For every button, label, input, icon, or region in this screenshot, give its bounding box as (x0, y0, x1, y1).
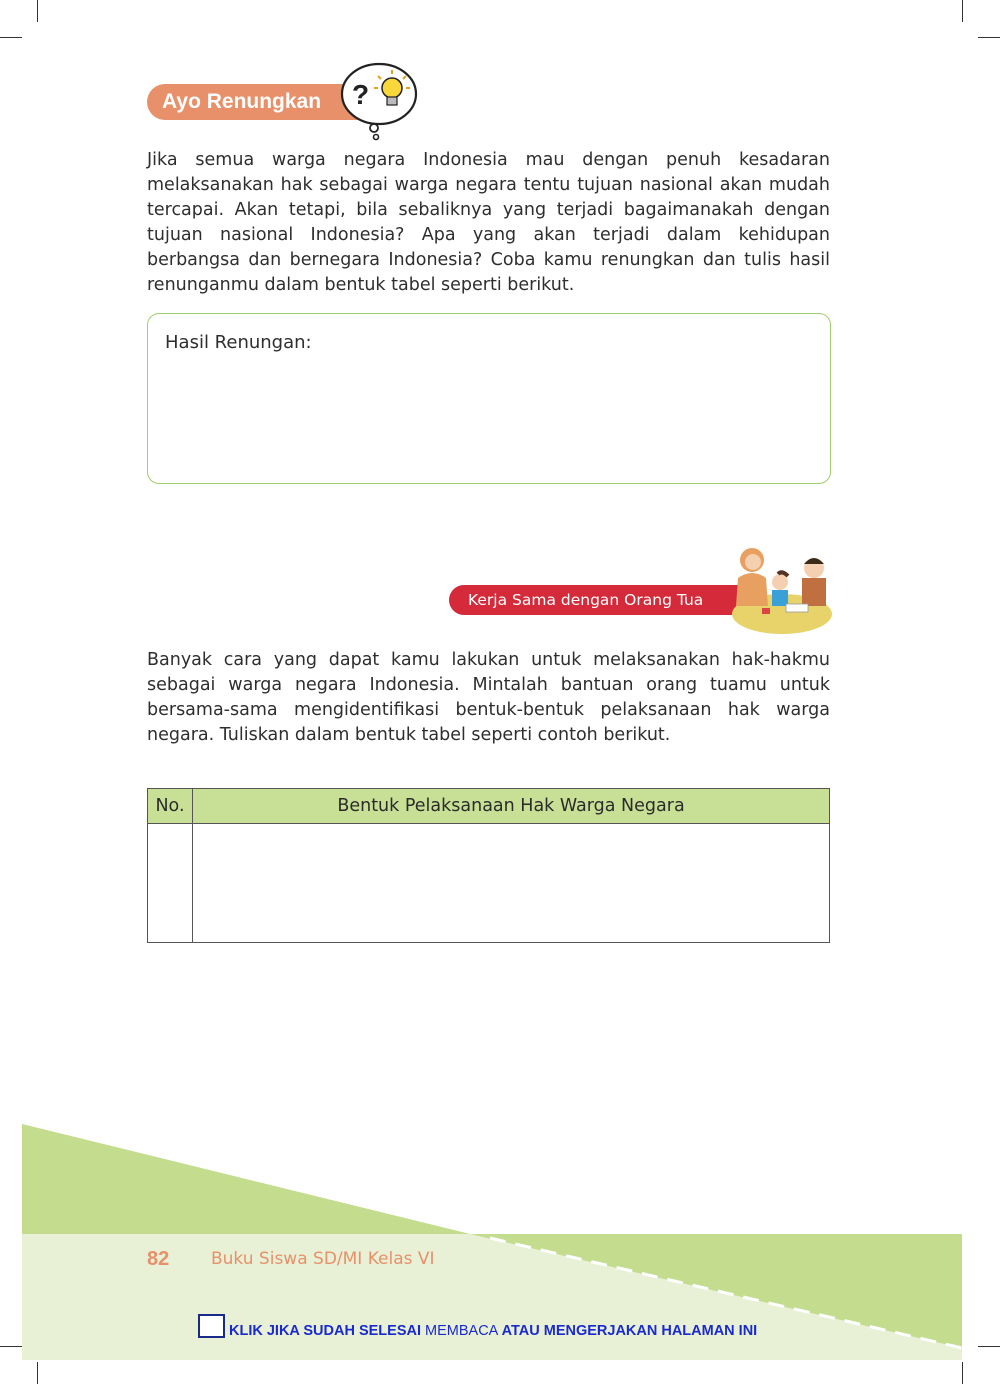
crop-mark (978, 37, 1000, 38)
result-answer-box[interactable] (147, 313, 831, 484)
book-title: Buku Siswa SD/MI Kelas VI (211, 1249, 435, 1269)
crop-mark (37, 0, 38, 22)
family-illustration (722, 544, 832, 636)
table-cell-no[interactable] (148, 824, 193, 943)
done-checkbox[interactable] (198, 1314, 225, 1338)
svg-text:?: ? (352, 79, 370, 110)
column-header-no: No. (148, 789, 193, 824)
ayo-renungkan-title: Ayo Renungkan (147, 84, 362, 120)
table-row (148, 824, 830, 943)
result-label: Hasil Renungan: (165, 332, 312, 353)
ayo-renungkan-paragraph: Jika semua warga negara Indonesia mau dengan penuh kesadaran melaksanakan hak sebagai warga negara tentu tujuan nasional akan mudah tercapai. Akan tetapi, bila sebaliknya yang terjadi bagaimanakah dengan tujuan nasional Indonesia? Apa yang akan terjadi dalam kehidupan berbangsa dan bernegara Indonesia? Coba kamu renungkan dan tulis hasil renunganmu dalam bentuk tabel seperti berikut. (147, 150, 830, 295)
page-number: 82 (147, 1248, 170, 1270)
click-text-part3: ATAU MENGERJAKAN HALAMAN INI (501, 1323, 758, 1339)
rights-table (147, 788, 830, 943)
done-instruction[interactable] (229, 1323, 757, 1339)
kerja-sama-paragraph: Banyak cara yang dapat kamu lakukan untuk melaksanakan hak-hakmu sebagai warga negara Indonesia. Mintalah bantuan orang tuamu untuk bersama-sama mengidentifikasi bentuk-bentuk pelaksanaan hak warga negara. Tuliskan dalam bentuk tabel seperti contoh berikut. (147, 650, 830, 745)
table-header-row (148, 789, 830, 824)
column-header-bentuk: Bentuk Pelaksanaan Hak Warga Negara (193, 789, 830, 824)
click-text-part2: MEMBACA (421, 1323, 502, 1339)
click-text-part1: KLIK JIKA SUDAH SELESAI (229, 1323, 422, 1339)
thought-bubble-lightbulb-icon (334, 56, 424, 144)
footer-decoration (0, 1100, 1000, 1384)
table-cell-bentuk[interactable] (193, 824, 830, 943)
crop-mark (962, 0, 963, 22)
crop-mark (0, 37, 22, 38)
kerja-sama-title: Kerja Sama dengan Orang Tua (449, 585, 749, 615)
